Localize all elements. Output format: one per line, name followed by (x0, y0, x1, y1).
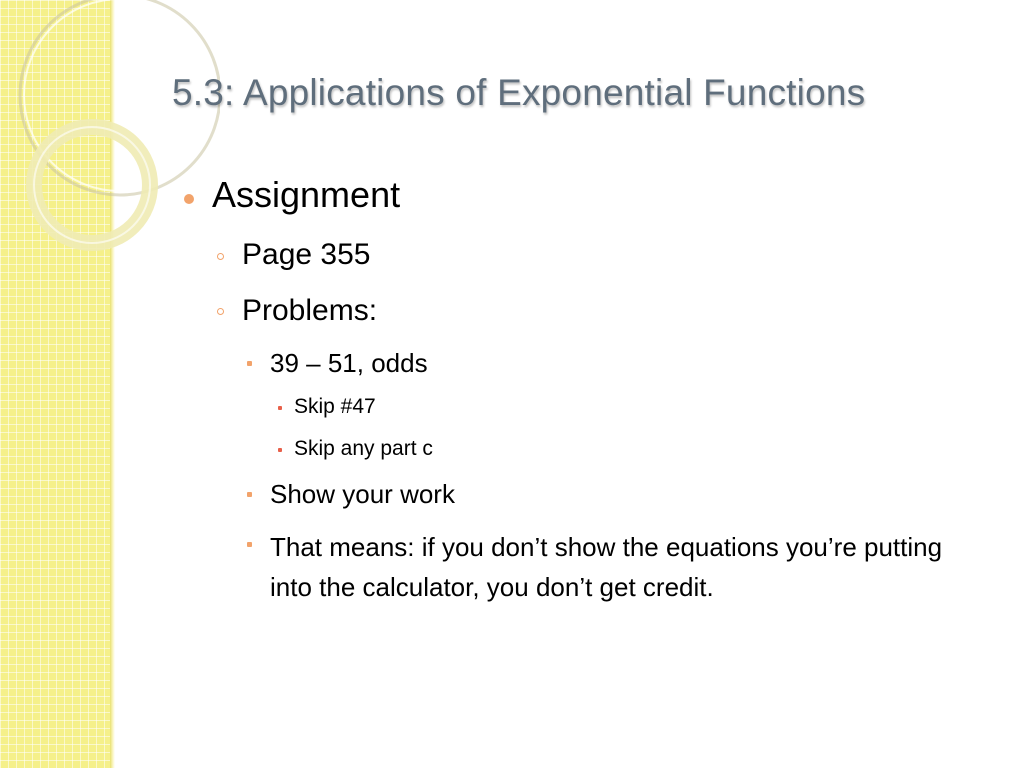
hollow-circle-icon (217, 308, 224, 315)
small-square-bullet-icon (278, 406, 282, 410)
bullet-text: That means: if you don’t show the equations you’re putting into the calculator, you don’t get credit. (270, 532, 943, 602)
bullet-text: Page 355 (242, 238, 371, 271)
bullet-text: Skip #47 (294, 395, 376, 418)
bullet-text: Assignment (212, 174, 401, 215)
hollow-circle-icon (217, 253, 224, 260)
slide-title: 5.3: Applications of Exponential Functions (172, 72, 866, 113)
square-bullet-icon (247, 542, 252, 547)
square-bullet-icon (247, 492, 252, 497)
small-square-bullet-icon (278, 448, 282, 452)
bullet-text: Show your work (270, 479, 455, 509)
bullet-text: Skip any part c (294, 437, 433, 460)
bullet-text: Problems: (242, 294, 378, 327)
filled-circle-icon (184, 194, 194, 204)
square-bullet-icon (247, 361, 252, 366)
decorative-rings (0, 0, 220, 300)
bullet-text: 39 – 51, odds (270, 348, 428, 378)
